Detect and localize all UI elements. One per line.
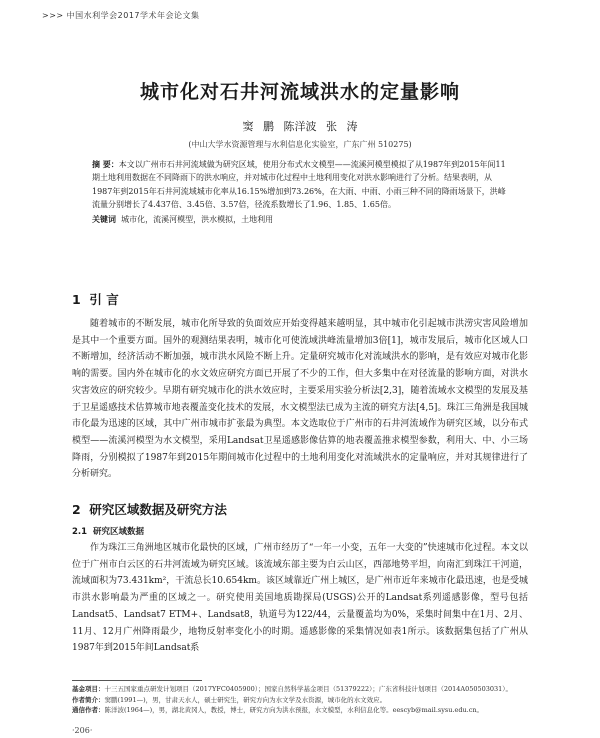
keywords-label: 关键词 (92, 214, 116, 224)
footnote-corresponding-label: 通信作者： (72, 706, 105, 714)
footnote-corresponding (72, 705, 528, 716)
footnote-fund-label: 基金项目： (72, 685, 105, 693)
page-number: ·206· (72, 726, 93, 735)
abstract-block (92, 158, 512, 226)
footnote-author-text: 窦鹏(1991—)，男，甘肃天水人，硕士研究生，研究方向为水文学及水资源，城市化的水文效应。 (104, 695, 387, 704)
authors: 窦 鹏 陈洋波 张 涛 (242, 120, 358, 133)
running-head: >>> 中国水利学会2017学术年会论文集 (42, 11, 200, 20)
section-number: 1 (72, 292, 81, 307)
keywords-text: 城市化，流溪河模型，洪水模拟，土地利用 (121, 214, 274, 224)
subsection-heading-study-area (72, 525, 144, 537)
subsection-title: 研究区域数据 (92, 527, 144, 537)
paper-title: 城市化对石井河流域洪水的定量影响 (139, 81, 460, 103)
affiliation: (中山大学水资源管理与水利信息化实验室，广东广州 510275) (188, 140, 412, 149)
section-title: 引 言 (89, 292, 119, 307)
intro-paragraph: 随着城市的不断发展，城市化所导致的负面效应开始变得越来越明显，其中城市化引起城市洪涝灾害风险增加是其中一个重要方面。国外的观测结果表明，城市化可使流域洪峰流量增加3倍[1]，城市发展后，城市化区域人口不断增加，经济活动不断加强，城市洪水风险不断上升。定量研究城市化对流域洪水的影响，是有效应对城市化影响的需要。国内外在城市化的水文效应研究方面已开展了不少的工作，但大多集中在对径流量的影响方面，对洪水灾害效应的研究较少。早期有研究城市化的洪水效应时，主要采用实验分析法[2,3]，随着流域水文模型的发展及基于卫星遥感技术估算城市地表覆盖变化技术的发展，水文模型法已成为主流的研究方法[4,5]。珠江三角洲是我国城市化最为迅速的区域，其中广州市城市扩张最为典型。本文选取位于广州市的石井河流域作为研究区域，以分布式模型——流溪河模型为水文模型，采用Landsat卫星遥感影像估算的地表覆盖推求模型参数，利用大、中、小三场降雨，分别模拟了1987年到2015年期间城市化过程中的土地利用变化对流域洪水的定量响应，并对其规律进行了分析研究。 (72, 319, 528, 480)
footnote-author (72, 695, 528, 706)
footnote-rule (72, 680, 202, 681)
footnotes (72, 684, 528, 716)
abstract-label: 摘 要： (92, 160, 119, 169)
keywords (92, 213, 512, 226)
section-heading-intro (72, 290, 119, 308)
abstract (92, 158, 512, 212)
subsection-number: 2.1 (72, 527, 88, 537)
footnote-corresponding-text: 陈洋波(1964—)，男，湖北黄冈人，教授，博士，研究方向为洪水预报，水文模型，水利信息化等。eescyb@mail.sysu.edu.cn。 (104, 706, 484, 714)
footnote-author-label: 作者简介： (72, 695, 105, 704)
section-heading-methods (72, 500, 227, 518)
section-number: 2 (72, 502, 81, 517)
study-area-paragraph: 作为珠江三角洲地区城市化最快的区域，广州市经历了“一年一小变，五年一大变的”快速城市化过程。本文以位于广州市白云区的石井河流域为研究区域。该流域东部主要为白云山区，西部地势平坦，向南汇到珠江干河道，流域面积为73.431km²，干流总长10.654km。该区域靠近广州上城区，是广州市近年来城市化最迅速，也是受城市洪水影响最为严重的区域之一。研究使用美国地质勘探局(USGS)公开的Landsat系列遥感影像，型号包括Landsat5、Landsat7 ETM+、Landsat8，轨道号为122/44，云量覆盖均为0%，采集时间集中在1月、2月、11月、12月广州降雨最少，地物反射率变化小的时期。遥感影像的采集情况如表1所示。该数据集包括了广州从1987年到2015年间Landsat系 (72, 543, 528, 654)
footnote-fund (72, 684, 528, 695)
footnote-fund-text: 十三五国家重点研发计划项目（2017YFC0405900）；国家自然科学基金项目（51379222）；广东省科技计划项目（2014A050503031）。 (104, 685, 513, 693)
section-title: 研究区域数据及研究方法 (89, 502, 227, 517)
abstract-text: 本文以广州市石井河流域做为研究区域，使用分布式水文模型——流溪河模型模拟了从1987年到2015年间11期土地利用数据在不同降雨下的洪水响应，并对城市化过程中土地利用变化对洪水影响进行了分析。结果表明，从1987年到2015年石井河流域城市化率从16.15%增加到73.26%，在大雨、中雨、小雨三种不同的降雨场景下，洪峰流量分别增长了4.437倍、3.45倍、3.57倍，径流系数增长了1.96、1.85、1.65倍。 (92, 160, 506, 210)
